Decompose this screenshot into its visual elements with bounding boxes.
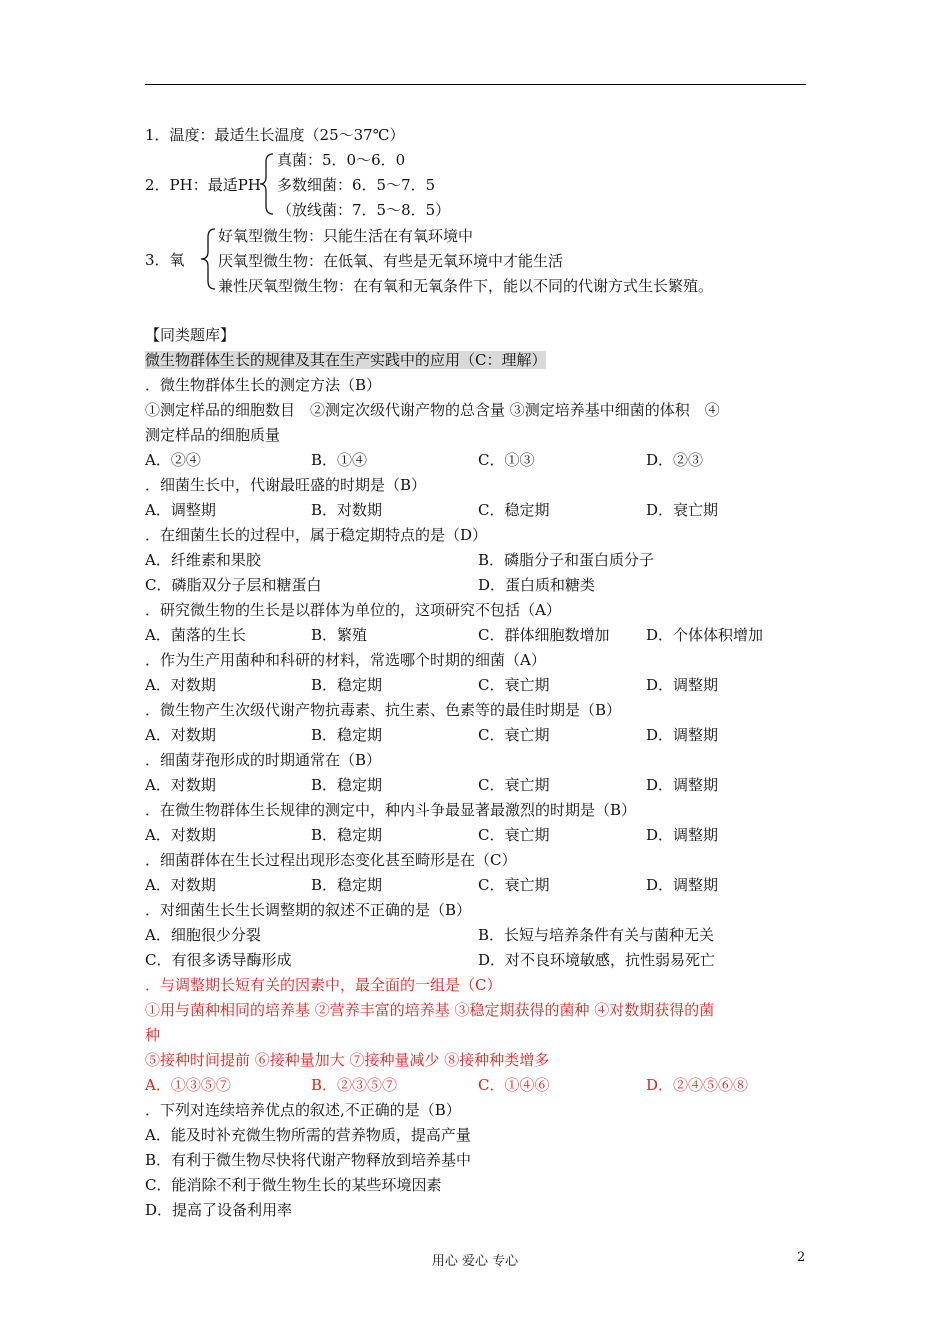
q8-option-d: D．调整期 — [646, 826, 719, 844]
q5-stem: ．作为生产用菌种和科研的材料，常选哪个时期的细菌（A） — [145, 651, 546, 669]
ph-bacteria: 多数细菌：6．5～7．5 — [277, 176, 436, 194]
q1-stem: ．微生物群体生长的测定方法（B） — [145, 376, 382, 394]
q8-stem: ．在微生物群体生长规律的测定中，种内斗争最显著最激烈的时期是（B） — [145, 801, 637, 819]
q3-option-a: A．纤维素和果胶 — [145, 551, 261, 569]
q2-option-d: D．衰亡期 — [646, 501, 719, 519]
q11-option-b: B．②③⑤⑦ — [311, 1076, 398, 1094]
q4-stem: ．研究微生物的生长是以群体为单位的，这项研究不包括（A） — [145, 601, 561, 619]
oxygen-facultative: 兼性厌氧型微生物：在有氧和无氧条件下，能以不同的代谢方式生长繁殖。 — [218, 277, 714, 295]
q6-option-c: C．衰亡期 — [478, 726, 550, 744]
temperature-line: 1．温度：最适生长温度（25～37℃） — [145, 126, 405, 144]
q7-option-a: A．对数期 — [145, 776, 216, 794]
q8-option-b: B．稳定期 — [311, 826, 383, 844]
oxygen-label: 3．氧 — [145, 251, 185, 269]
ph-label: 2．PH：最适PH — [145, 176, 261, 194]
oxygen-aerobe: 好氧型微生物：只能生活在有氧环境中 — [218, 227, 474, 245]
ph-fungi: 真菌：5．0～6．0 — [277, 151, 406, 169]
page-number: 2 — [797, 1250, 806, 1265]
q12-option-b: B．有利于微生物尽快将代谢产物释放到培养基中 — [145, 1151, 472, 1169]
q11-option-d: D．②④⑤⑥⑧ — [646, 1076, 749, 1094]
q9-option-d: D．调整期 — [646, 876, 719, 894]
q5-option-d: D．调整期 — [646, 676, 719, 694]
q9-stem: ．细菌群体在生长过程出现形态变化甚至畸形是在（C） — [145, 851, 517, 869]
q4-option-a: A．菌落的生长 — [145, 626, 246, 644]
q2-option-a: A．调整期 — [145, 501, 216, 519]
q7-stem: ．细菌芽孢形成的时期通常在（B） — [145, 751, 382, 769]
header-rule — [145, 84, 806, 85]
q9-option-a: A．对数期 — [145, 876, 216, 894]
oxygen-anaerobe: 厌氧型微生物：在低氧、有些是无氧环境中才能生活 — [218, 252, 564, 270]
q1-option-a: A．②④ — [145, 451, 201, 469]
q8-option-a: A．对数期 — [145, 826, 216, 844]
q5-option-c: C．衰亡期 — [478, 676, 550, 694]
q2-option-c: C．稳定期 — [478, 501, 550, 519]
q3-option-b: B．磷脂分子和蛋白质分子 — [478, 551, 655, 569]
page-footer: 用心 爱心 专心 — [431, 1254, 519, 1269]
bank-title: 【同类题库】 — [145, 326, 236, 344]
q11-items-cont: 种 — [145, 1026, 161, 1044]
q12-stem: ．下列对连续培养优点的叙述,不正确的是（B） — [145, 1101, 461, 1119]
q10-option-d: D．对不良环境敏感，抗性弱易死亡 — [478, 951, 716, 969]
q7-option-b: B．稳定期 — [311, 776, 383, 794]
q11-items-2: ⑤接种时间提前 ⑥接种量加大 ⑦接种量减少 ⑧接种种类增多 — [145, 1051, 550, 1069]
q11-option-a: A．①③⑤⑦ — [145, 1076, 231, 1094]
q6-option-d: D．调整期 — [646, 726, 719, 744]
q5-option-b: B．稳定期 — [311, 676, 383, 694]
q4-option-b: B．繁殖 — [311, 626, 368, 644]
q4-option-d: D．个体体积增加 — [646, 626, 764, 644]
q8-option-c: C．衰亡期 — [478, 826, 550, 844]
q7-option-d: D．调整期 — [646, 776, 719, 794]
q3-option-d: D．蛋白质和糖类 — [478, 576, 596, 594]
q12-option-c: C．能消除不利于微生物生长的某些环境因素 — [145, 1176, 442, 1194]
q11-items: ①用与菌种相同的培养基 ②营养丰富的培养基 ③稳定期获得的菌种 ④对数期获得的菌 — [145, 1001, 715, 1019]
q5-option-a: A．对数期 — [145, 676, 216, 694]
q11-stem: ．与调整期长短有关的因素中，最全面的一组是（C） — [145, 976, 502, 994]
q10-stem: ．对细菌生长生长调整期的叙述不正确的是（B） — [145, 901, 472, 919]
q7-option-c: C．衰亡期 — [478, 776, 550, 794]
q10-option-b: B．长短与培养条件有关与菌种无关 — [478, 926, 715, 944]
q3-stem: ．在细菌生长的过程中，属于稳定期特点的是（D） — [145, 526, 488, 544]
q12-option-d: D．提高了设备利用率 — [145, 1201, 293, 1219]
q12-option-a: A．能及时补充微生物所需的营养物质，提高产量 — [145, 1126, 471, 1144]
q2-option-b: B．对数期 — [311, 501, 383, 519]
q6-option-a: A．对数期 — [145, 726, 216, 744]
q1-items: ①测定样品的细胞数目 ②测定次级代谢产物的总含量 ③测定培养基中细菌的体积 ④ — [145, 401, 720, 419]
ph-brace — [258, 152, 276, 216]
q2-stem: ．细菌生长中，代谢最旺盛的时期是（B） — [145, 476, 427, 494]
q3-option-c: C．磷脂双分子层和糖蛋白 — [145, 576, 322, 594]
q11-option-c: C．①④⑥ — [478, 1076, 550, 1094]
q1-items-cont: 测定样品的细胞质量 — [145, 426, 281, 444]
q6-stem: ．微生物产生次级代谢产物抗毒素、抗生素、色素等的最佳时期是（B） — [145, 701, 622, 719]
q1-option-c: C．①③ — [478, 451, 535, 469]
topic-heading: 微生物群体生长的规律及其在生产实践中的应用（C：理解） — [145, 351, 547, 369]
q4-option-c: C．群体细胞数增加 — [478, 626, 610, 644]
oxygen-brace — [198, 227, 218, 291]
q6-option-b: B．稳定期 — [311, 726, 383, 744]
q10-option-c: C．有很多诱导酶形成 — [145, 951, 292, 969]
q10-option-a: A．细胞很少分裂 — [145, 926, 261, 944]
q9-option-c: C．衰亡期 — [478, 876, 550, 894]
q1-option-d: D．②③ — [646, 451, 704, 469]
q1-option-b: B．①④ — [311, 451, 368, 469]
q9-option-b: B．稳定期 — [311, 876, 383, 894]
ph-actinomycete: （放线菌：7．5～8．5） — [277, 201, 451, 219]
